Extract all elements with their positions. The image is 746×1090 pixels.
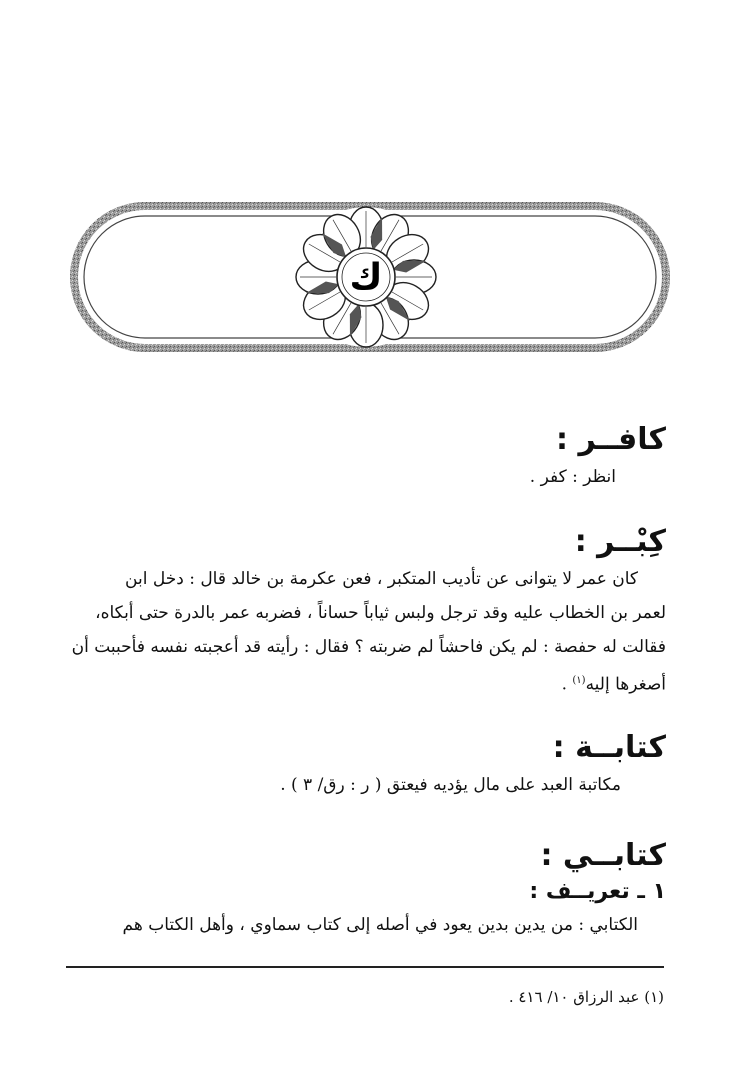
entry-title: كافــر :	[556, 422, 666, 457]
entry-text-line: فقالت له حفصة : لم يكن فاحشاً لم ضربته ؟ فقال : رأيته قد أعجبته نفسه فأحببت أن	[71, 637, 666, 657]
entry-text: أصغرها إليه	[585, 674, 666, 695]
entry-text: مكاتبة العبد على مال يؤديه فيعتق ( ر : رق/ ٣ ) .	[280, 775, 621, 795]
rosette-ornament	[296, 207, 436, 347]
footnote-ref: (١)	[572, 675, 586, 686]
footnote: (١) عبد الرزاق ١٠/ ٤١٦ .	[508, 988, 664, 1006]
entry-title: كتابــة :	[552, 730, 666, 765]
footnote-divider	[66, 966, 664, 968]
line-end: .	[561, 674, 573, 695]
entry-text: انظر : كفر .	[529, 467, 616, 487]
entry-text: الكتابي : من يدين بدين يعود في أصله إلى كتاب سماوي ، وأهل الكتاب هم	[122, 915, 638, 935]
entry-text-line-last	[60, 664, 666, 702]
entry-subheading: ١ ـ تعريــف :	[529, 879, 666, 904]
entry-title: كتابــي :	[540, 838, 666, 873]
chapter-letter: ك	[349, 257, 383, 298]
entry-kitaba	[60, 728, 666, 802]
chapter-banner	[70, 202, 670, 352]
entry-kibr	[60, 522, 666, 702]
entry-kitabi	[60, 836, 666, 942]
entry-title: كِبْــر :	[574, 524, 666, 559]
entry-text-line: كان عمر لا يتوانى عن تأديب المتكبر ، فعن عكرمة بن خالد قال : دخل ابن	[125, 569, 638, 589]
entry-text-line: لعمر بن الخطاب عليه وقد ترجل ولبس ثياباً حساناً ، فضربه عمر بالدرة حتى أبكاه،	[95, 603, 666, 623]
entry-kafir	[60, 420, 666, 494]
